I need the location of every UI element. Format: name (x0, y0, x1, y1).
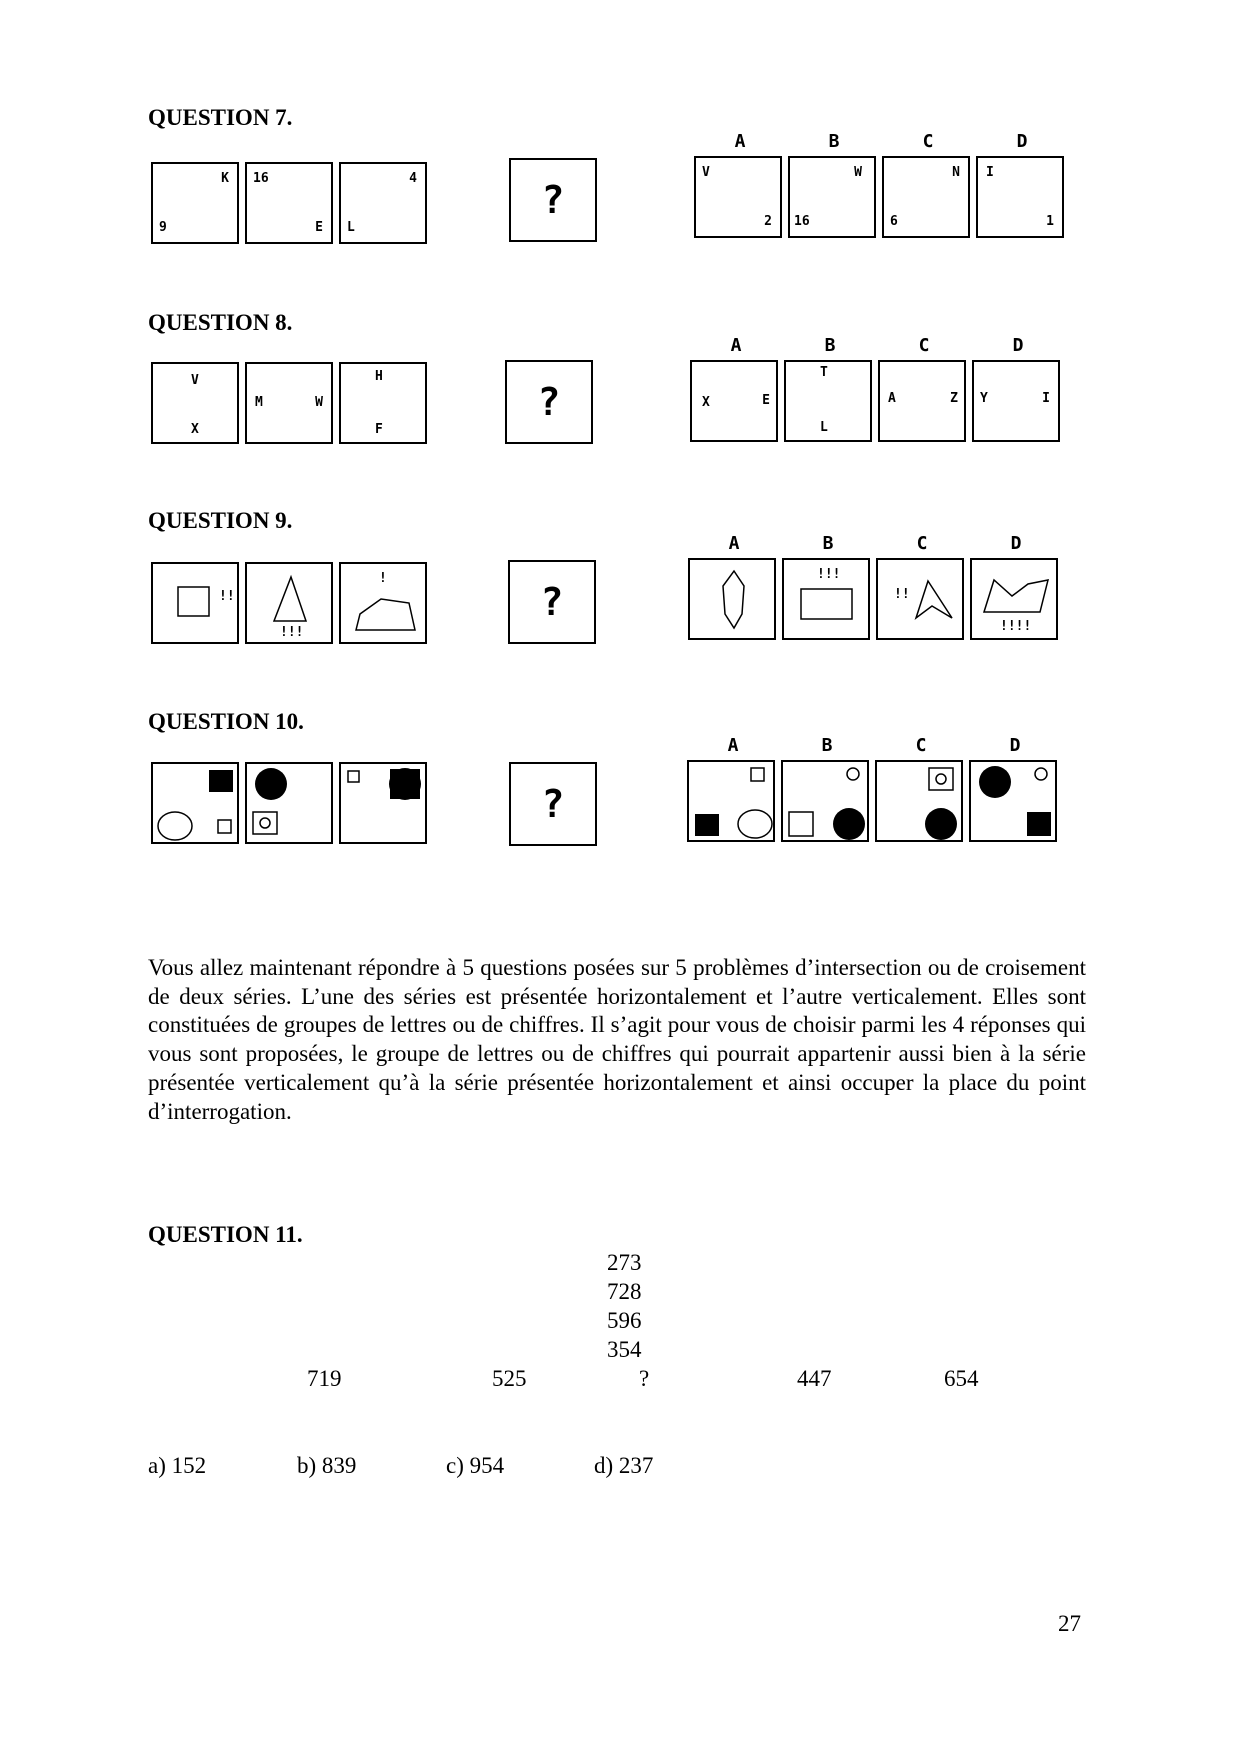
q8-option-d[interactable] (972, 335, 1060, 442)
q7-option-letter: I (986, 165, 994, 180)
horizontal-series-item: 719 (307, 1366, 342, 1391)
q8-series-cell (245, 362, 333, 444)
page-number: 27 (1058, 1611, 1081, 1636)
pentagon-shape (355, 596, 417, 632)
question-mark: ? (537, 380, 561, 424)
square-shape (177, 586, 211, 620)
q10-series-cell (245, 762, 333, 844)
q7-cell-letter: L (347, 220, 355, 235)
exclamation-marks: !!!! (1000, 619, 1032, 634)
q8-option-letter: L (820, 420, 828, 435)
exclamation-marks: !!! (280, 625, 304, 640)
q9-title: QUESTION 9. (148, 508, 293, 533)
answer-option-a[interactable]: a) 152 (148, 1453, 207, 1478)
q7-cell-number: 4 (409, 171, 417, 186)
q9-option-d[interactable] (970, 533, 1058, 640)
q11-title: QUESTION 11. (148, 1222, 303, 1247)
intersection-question-mark: ? (639, 1366, 650, 1391)
question-mark: ? (541, 782, 565, 826)
q7-option-c[interactable] (882, 131, 970, 238)
option-label: C (915, 735, 927, 756)
vertical-series-item: 273 (607, 1250, 642, 1275)
q10-question-box (509, 762, 597, 846)
crown-shape (982, 578, 1050, 614)
q7-option-letter: V (702, 165, 710, 180)
q8-option-letter: Y (980, 391, 988, 406)
option-label: C (916, 533, 928, 554)
q7-series-cell (151, 162, 239, 244)
triangle-shape (273, 576, 309, 624)
q7-series-cell (339, 162, 427, 244)
q7-option-letter: W (854, 165, 862, 180)
shapes-group (877, 762, 963, 842)
q7-option-b[interactable] (788, 131, 876, 238)
q7-title: QUESTION 7. (148, 105, 293, 130)
q8-cell-letter: X (191, 422, 199, 437)
horizontal-series-item: 654 (944, 1366, 979, 1391)
instructions-paragraph: Vous allez maintenant répondre à 5 questions posées sur 5 problèmes d’intersection ou de croisement de deux séries. L’une des séries est présentée horizontalement et l’autre verticalement. Elles sont constituées de groupes de lettres ou de chiffres. Il s’agit pour vous de choisir parmi les 4 réponses qui vous sont proposées, le groupe de lettres ou de chiffres qui pourrait appartenir aussi bien à la série présentée verticalement qu’à la série présentée horizontalement et ainsi occuper la place du point d’interrogation. (148, 955, 1086, 1124)
q9-option-a[interactable] (688, 533, 776, 640)
option-label: C (918, 335, 930, 356)
option-label: D (1010, 533, 1022, 554)
q7-option-number: 2 (764, 214, 772, 229)
q8-option-b[interactable] (784, 335, 872, 442)
q8-cell-letter: W (315, 395, 323, 410)
option-label: A (727, 735, 739, 756)
shapes-group (153, 764, 239, 844)
q8-cell-letter: V (191, 373, 199, 388)
q8-series-cell (151, 362, 239, 444)
q9-question-box (508, 560, 596, 644)
q9-option-c[interactable] (876, 533, 964, 640)
q8-option-c[interactable] (878, 335, 966, 442)
q8-cell-letter: F (375, 422, 383, 437)
q10-title: QUESTION 10. (148, 709, 304, 734)
exclamation-marks: !! (894, 587, 910, 602)
exclamation-marks: ! (379, 571, 387, 586)
answer-option-d[interactable]: d) 237 (594, 1453, 654, 1478)
q8-option-letter: X (702, 395, 710, 410)
option-label: D (1016, 131, 1028, 152)
q8-title: QUESTION 8. (148, 310, 293, 335)
question-mark: ? (541, 178, 565, 222)
option-label: B (821, 735, 833, 756)
q7-option-number: 6 (890, 214, 898, 229)
q8-option-letter: A (888, 391, 896, 406)
shapes-group (341, 764, 427, 844)
rectangle-shape (800, 588, 854, 622)
vertical-series-item: 596 (607, 1308, 642, 1333)
option-label: A (730, 335, 742, 356)
q8-question-box (505, 360, 593, 444)
option-label: D (1009, 735, 1021, 756)
q9-series-cell (151, 562, 239, 644)
option-label: B (822, 533, 834, 554)
arrowhead-shape (914, 580, 954, 622)
shapes-group (247, 764, 333, 844)
option-label: A (734, 131, 746, 152)
option-label: B (824, 335, 836, 356)
vertical-series-item: 354 (607, 1337, 642, 1362)
answer-option-c[interactable]: c) 954 (446, 1453, 505, 1478)
shapes-group (783, 762, 869, 842)
q10-series-cell (339, 762, 427, 844)
q9-series-cell (245, 562, 333, 644)
q10-option-c[interactable] (875, 735, 963, 842)
elongated-hexagon-shape (720, 570, 748, 630)
q8-cell-letter: M (255, 395, 263, 410)
q8-option-letter: Z (950, 391, 958, 406)
q8-series-cell (339, 362, 427, 444)
q8-option-letter: E (762, 393, 770, 408)
q7-cell-number: 16 (253, 171, 269, 186)
q7-series-cell (245, 162, 333, 244)
option-label: A (728, 533, 740, 554)
q9-series-cell (339, 562, 427, 644)
q7-question-box (509, 158, 597, 242)
horizontal-series-item: 447 (797, 1366, 832, 1391)
option-label: C (922, 131, 934, 152)
q10-option-b[interactable] (781, 735, 869, 842)
q7-option-number: 16 (794, 214, 810, 229)
q9-option-b[interactable] (782, 533, 870, 640)
vertical-series-item: 728 (607, 1279, 642, 1304)
q8-option-letter: I (1042, 391, 1050, 406)
exclamation-marks: !! (219, 589, 235, 604)
q7-option-number: 1 (1046, 214, 1054, 229)
question-mark: ? (540, 580, 564, 624)
q7-option-letter: N (952, 165, 960, 180)
q7-option-a[interactable] (694, 131, 782, 238)
q7-cell-number: 9 (159, 220, 167, 235)
answer-option-b[interactable]: b) 839 (297, 1453, 357, 1478)
q8-cell-letter: H (375, 369, 383, 384)
q7-cell-letter: K (221, 171, 229, 186)
option-label: D (1012, 335, 1024, 356)
q10-option-d[interactable] (969, 735, 1057, 842)
horizontal-series-item: 525 (492, 1366, 527, 1391)
q8-option-letter: T (820, 365, 828, 380)
q7-cell-letter: E (315, 220, 323, 235)
q8-option-a[interactable] (690, 335, 778, 442)
option-label: B (828, 131, 840, 152)
q10-option-a[interactable] (687, 735, 775, 842)
q7-option-d[interactable] (976, 131, 1064, 238)
exclamation-marks: !!! (817, 567, 841, 582)
shapes-group (689, 762, 775, 842)
q10-series-cell (151, 762, 239, 844)
shapes-group (971, 762, 1057, 842)
